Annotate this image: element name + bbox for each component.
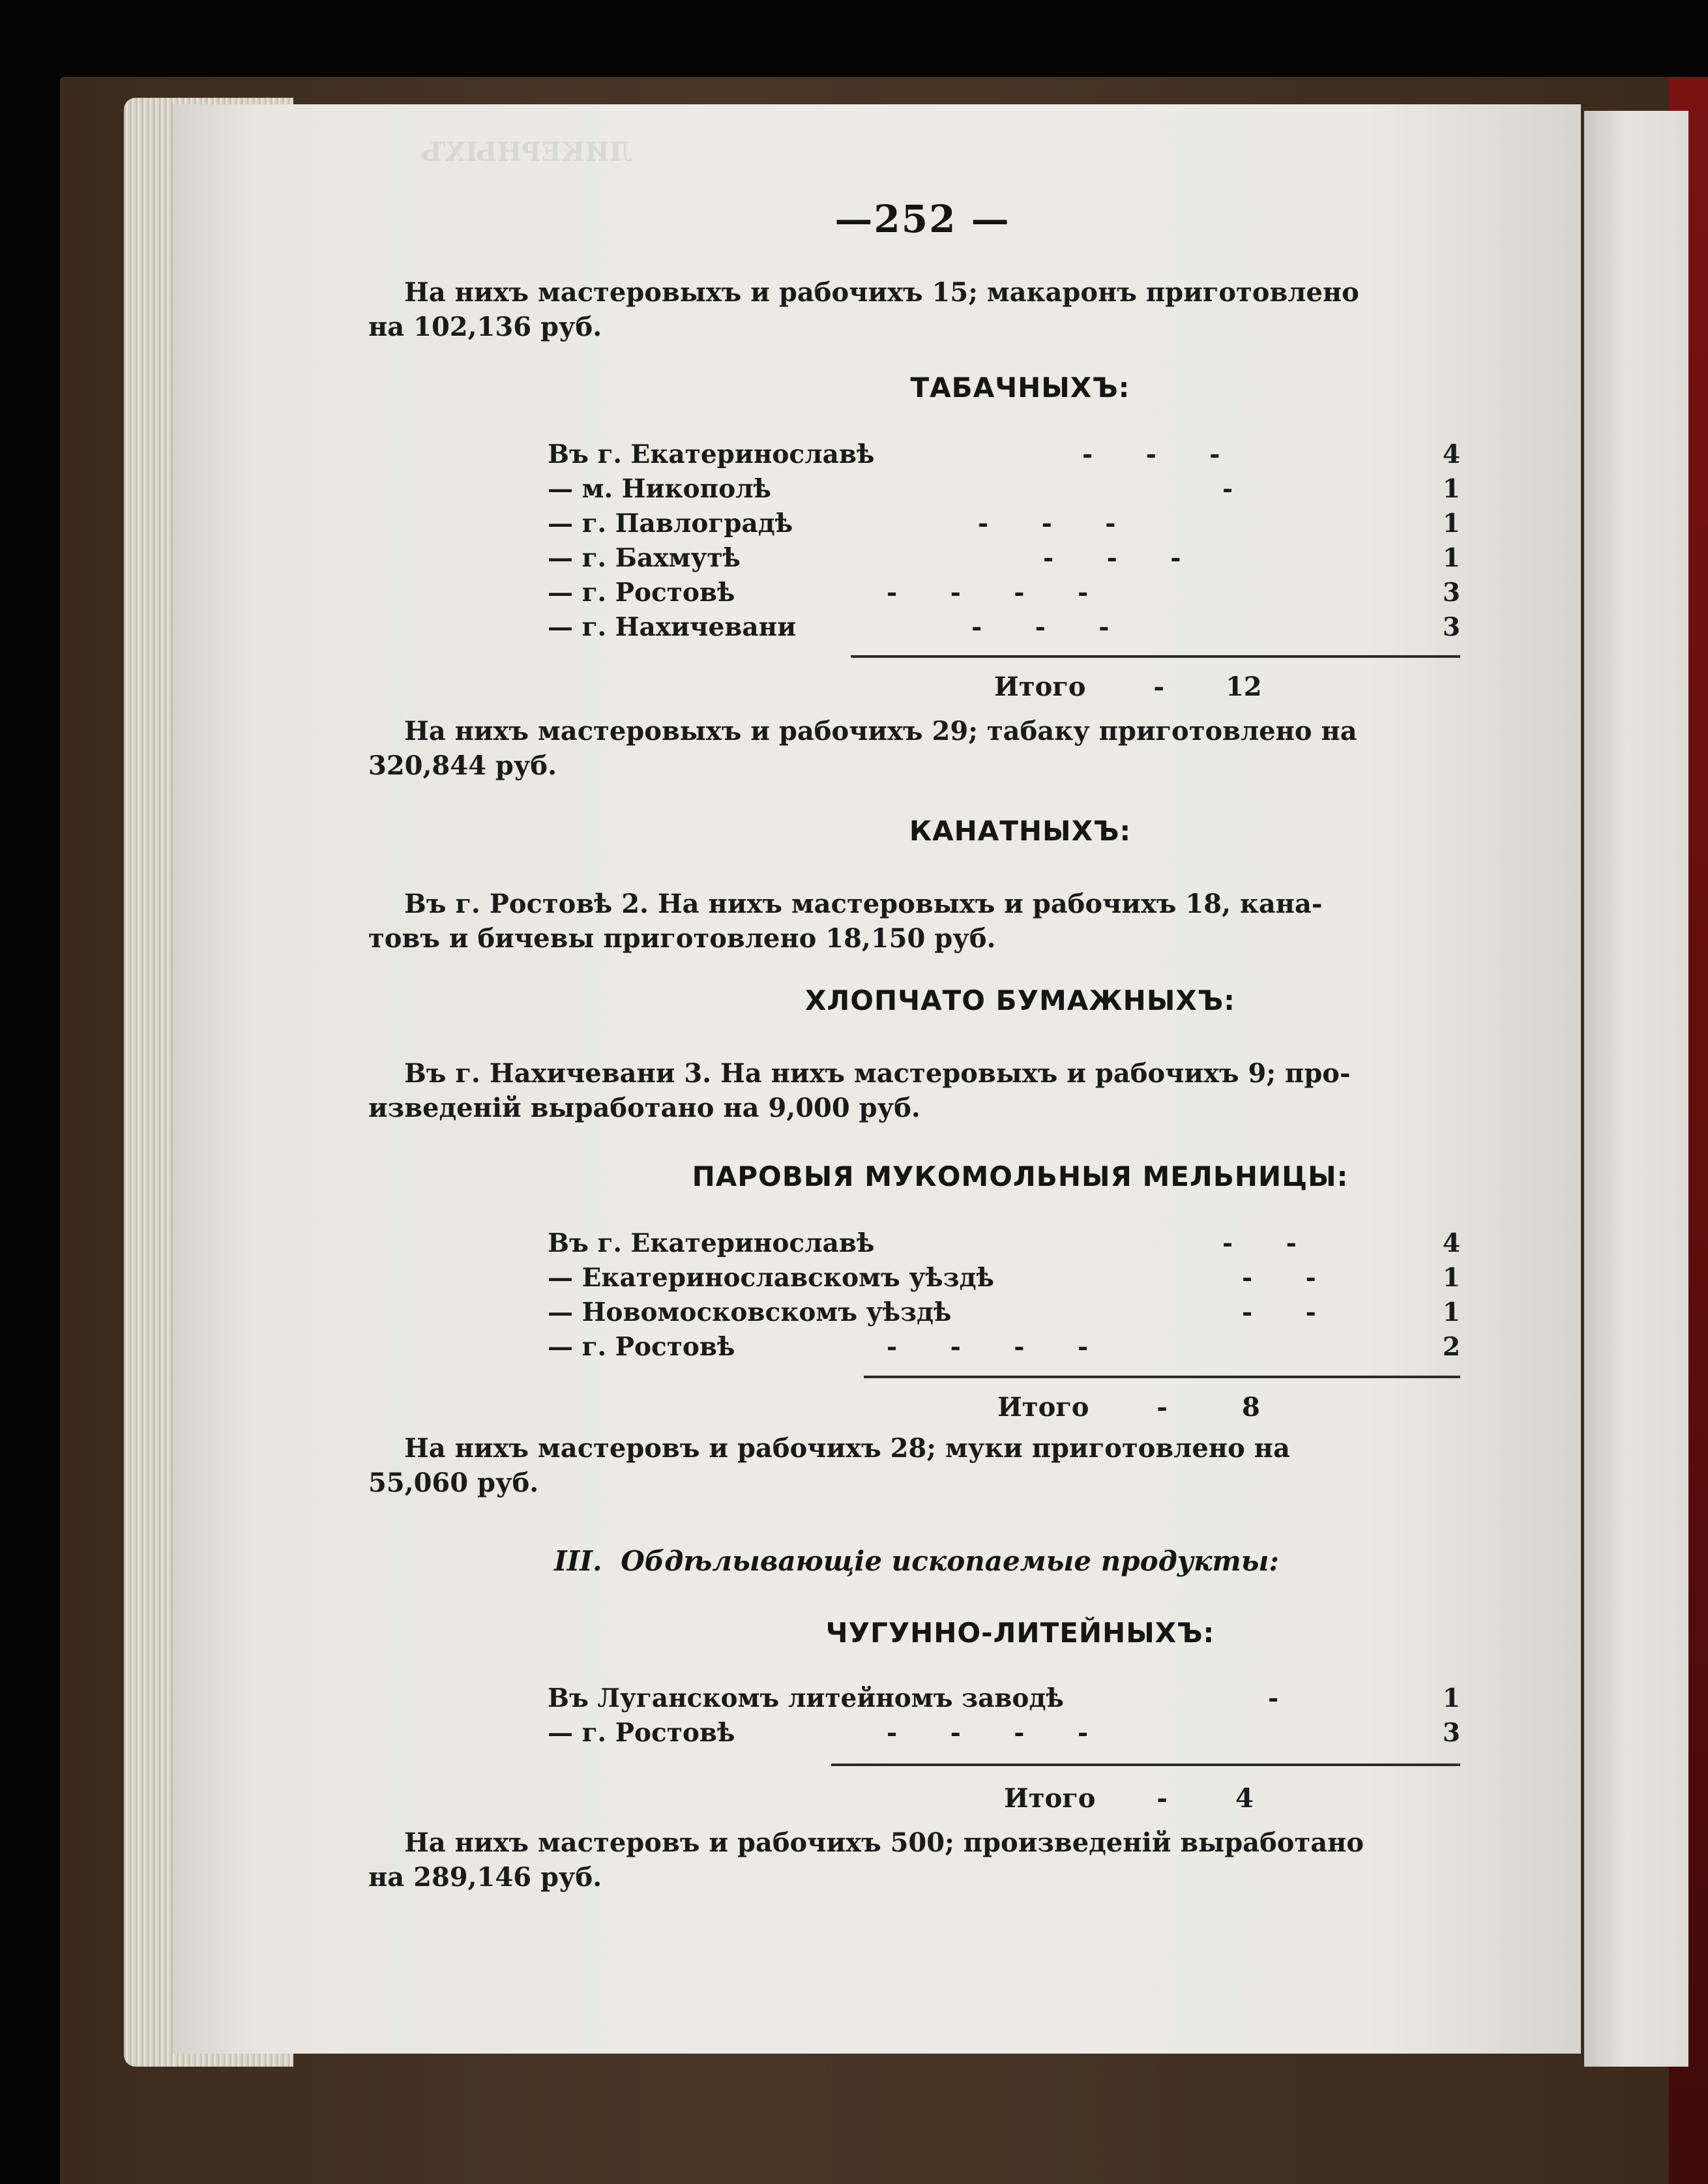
rope-para-1: Въ г. Ростовѣ 2. На нихъ мастеровыхъ и рабочихъ 18, кана-: [404, 889, 1323, 919]
intro-line-2: на 102,136 руб.: [368, 312, 602, 342]
cotton-para-1: Въ г. Нахичевани 3. На нихъ мастеровыхъ и рабочихъ 9; про-: [404, 1058, 1351, 1089]
intro-line-1: На нихъ мастеровыхъ и рабочихъ 15; макаронъ приготовлено: [404, 277, 1359, 308]
mills-heading: ПАРОВЫЯ МУКОМОЛЬНЫЯ МЕЛЬНИЦЫ:: [692, 1160, 1349, 1192]
castiron-sum-rule: [831, 1763, 1460, 1766]
table-row: — г. Нахичевани - - - 3: [548, 612, 1460, 642]
tobacco-heading: ТАБАЧНЫХЪ:: [910, 372, 1130, 404]
mills-para-1: На нихъ мастеровъ и рабочихъ 28; муки приготовлено на: [404, 1433, 1290, 1464]
castiron-heading: ЧУГУННО-ЛИТЕЙНЫХЪ:: [825, 1617, 1215, 1649]
cotton-para-2: изведенiй выработано на 9,000 руб.: [368, 1093, 920, 1123]
table-row: — м. Никополѣ - 1: [548, 474, 1460, 504]
mills-sum-rule: [864, 1376, 1460, 1378]
table-row: — Новомосковскомъ уѣздѣ - - 1: [548, 1297, 1460, 1327]
tobacco-total: Итого - 12: [994, 671, 1262, 702]
mills-para-2: 55,060 руб.: [368, 1468, 539, 1498]
bleed-through: ЛИКЕРНЫХЪ: [420, 137, 633, 168]
table-row: — г. Бахмутѣ - - - 1: [548, 543, 1460, 573]
cotton-heading: ХЛОПЧАТО БУМАЖНЫХЪ:: [805, 984, 1235, 1016]
mills-total: Итого - 8: [997, 1392, 1260, 1423]
tobacco-para-2: 320,844 руб.: [368, 750, 557, 781]
rope-para-2: товъ и бичевы приготовлено 18,150 руб.: [368, 923, 996, 954]
table-row: — г. Ростовѣ - - - - 3: [548, 1718, 1460, 1748]
table-row: Въ Луганскомъ литейномъ заводѣ - 1: [548, 1683, 1460, 1713]
castiron-para-1: На нихъ мастеровъ и рабочихъ 500; произведенiй выработано: [404, 1827, 1364, 1858]
table-row: — г. Павлоградѣ - - - 1: [548, 509, 1460, 539]
table-row: — г. Ростовѣ - - - - 3: [548, 578, 1460, 608]
tobacco-para-1: На нихъ мастеровыхъ и рабочихъ 29; табаку приготовлено на: [404, 716, 1357, 746]
tobacco-sum-rule: [851, 655, 1460, 658]
rope-heading: КАНАТНЫХЪ:: [909, 815, 1132, 847]
section-3-heading: III. Обдѣлывающiе ископаемые продукты:: [554, 1545, 1280, 1577]
table-row: — г. Ростовѣ - - - - 2: [548, 1332, 1460, 1362]
castiron-para-2: на 289,146 руб.: [368, 1862, 602, 1893]
table-row: Въ г. Екатеринославѣ - - 4: [548, 1228, 1460, 1258]
table-row: — Екатеринославскомъ уѣздѣ - - 1: [548, 1263, 1460, 1293]
page-number: —252 —: [834, 197, 1010, 241]
castiron-total: Итого - 4: [1004, 1783, 1254, 1814]
table-row: Въ г. Екатеринославѣ - - - 4: [548, 439, 1460, 469]
book-page: [173, 104, 1581, 2054]
